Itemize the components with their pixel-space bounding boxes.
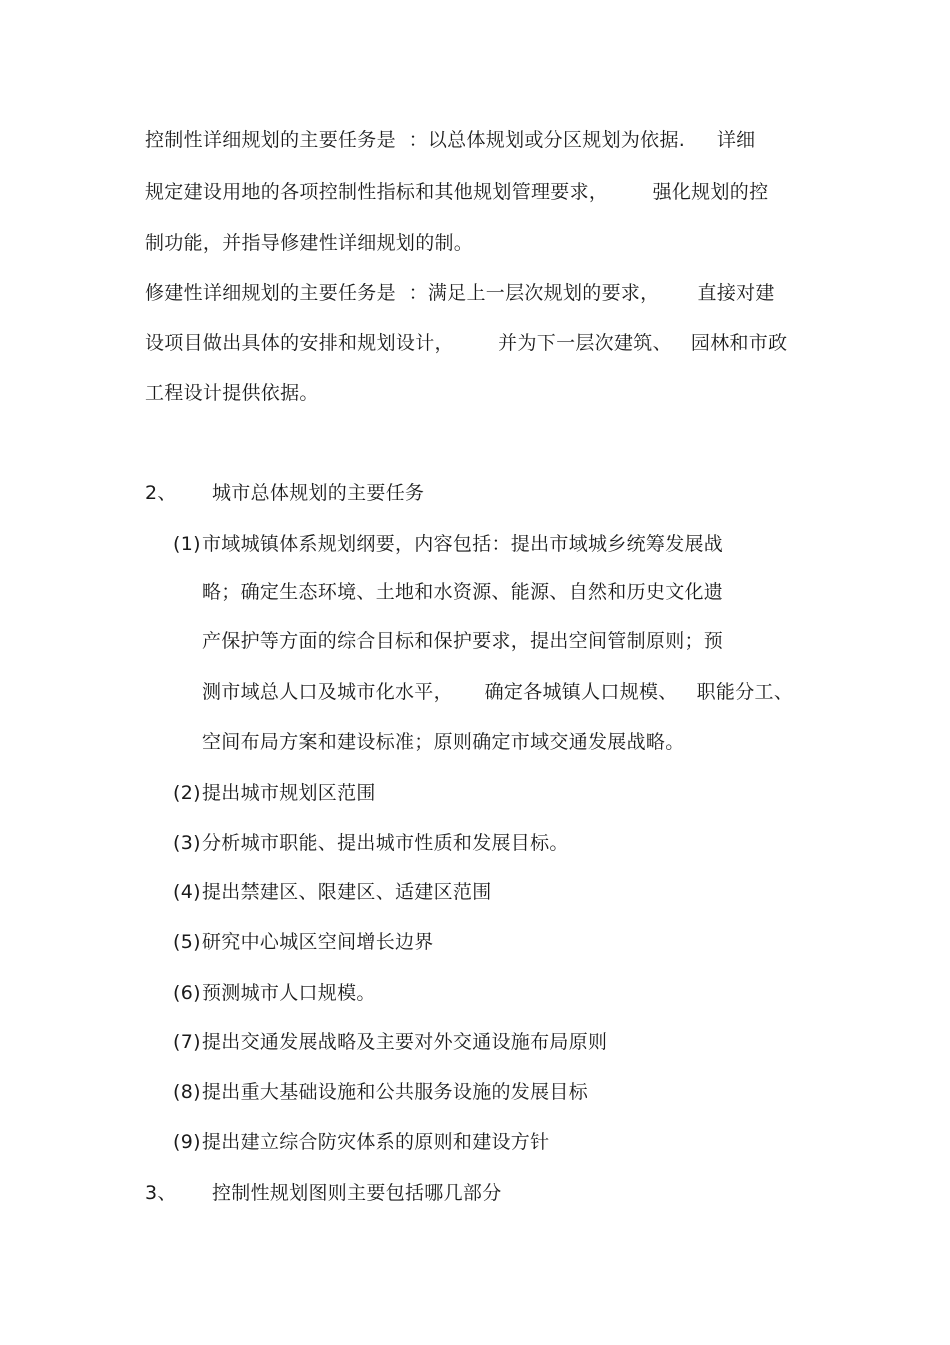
section-3-number: 3、 <box>145 1182 177 1204</box>
item-2-label: (2) <box>173 782 201 804</box>
item-6-label: (6) <box>173 982 201 1004</box>
item-6-text: 预测城市人口规模。 <box>202 982 376 1004</box>
item-3-text: 分析城市职能、提出城市性质和发展目标。 <box>202 832 569 854</box>
section-2-number: 2、 <box>145 482 177 504</box>
item-5-text: 研究中心城区空间增长边界 <box>202 931 434 953</box>
item-4-label: (4) <box>173 881 201 903</box>
item-9-text: 提出建立综合防灾体系的原则和建设方针 <box>202 1131 550 1153</box>
item-1-label: (1) <box>173 533 201 555</box>
item-1-line-4: 测市域总人口及城市化水平， 确定各城镇人口规模、 职能分工、 <box>202 681 794 703</box>
section-2-title: 城市总体规划的主要任务 <box>212 482 425 504</box>
item-3-label: (3) <box>173 832 201 854</box>
intro-p2-line-3: 工程设计提供依据。 <box>145 382 319 404</box>
intro-p1-line-1: 控制性详细规划的主要任务是 ：以总体规划或分区规划为依据. 详细 <box>145 129 756 151</box>
item-2-text: 提出城市规划区范围 <box>202 782 376 804</box>
intro-p2-line-2: 设项目做出具体的安排和规划设计， 并为下一层次建筑、 园林和市政 <box>145 332 788 354</box>
item-8-text: 提出重大基础设施和公共服务设施的发展目标 <box>202 1081 589 1103</box>
intro-p2-line-1: 修建性详细规划的主要任务是 ：满足上一层次规划的要求， 直接对建 <box>145 282 775 304</box>
item-1-line-5: 空间布局方案和建设标准；原则确定市域交通发展战略。 <box>202 731 685 753</box>
item-9-label: (9) <box>173 1131 201 1153</box>
item-5-label: (5) <box>173 931 201 953</box>
intro-p1-line-2: 规定建设用地的各项控制性指标和其他规划管理要求， 强化规划的控 <box>145 181 769 203</box>
item-1-line-3: 产保护等方面的综合目标和保护要求，提出空间管制原则；预 <box>202 630 724 652</box>
item-4-text: 提出禁建区、限建区、适建区范围 <box>202 881 492 903</box>
intro-p1-line-3: 制功能，并指导修建性详细规划的制。 <box>145 232 474 254</box>
item-1-line-2: 略；确定生态环境、土地和水资源、能源、自然和历史文化遗 <box>202 581 724 603</box>
item-7-text: 提出交通发展战略及主要对外交通设施布局原则 <box>202 1031 608 1053</box>
item-8-label: (8) <box>173 1081 201 1103</box>
section-3-title: 控制性规划图则主要包括哪几部分 <box>212 1182 502 1204</box>
item-1-line-1: 市域城镇体系规划纲要，内容包括：提出市域城乡统筹发展战 <box>202 533 724 555</box>
item-7-label: (7) <box>173 1031 201 1053</box>
